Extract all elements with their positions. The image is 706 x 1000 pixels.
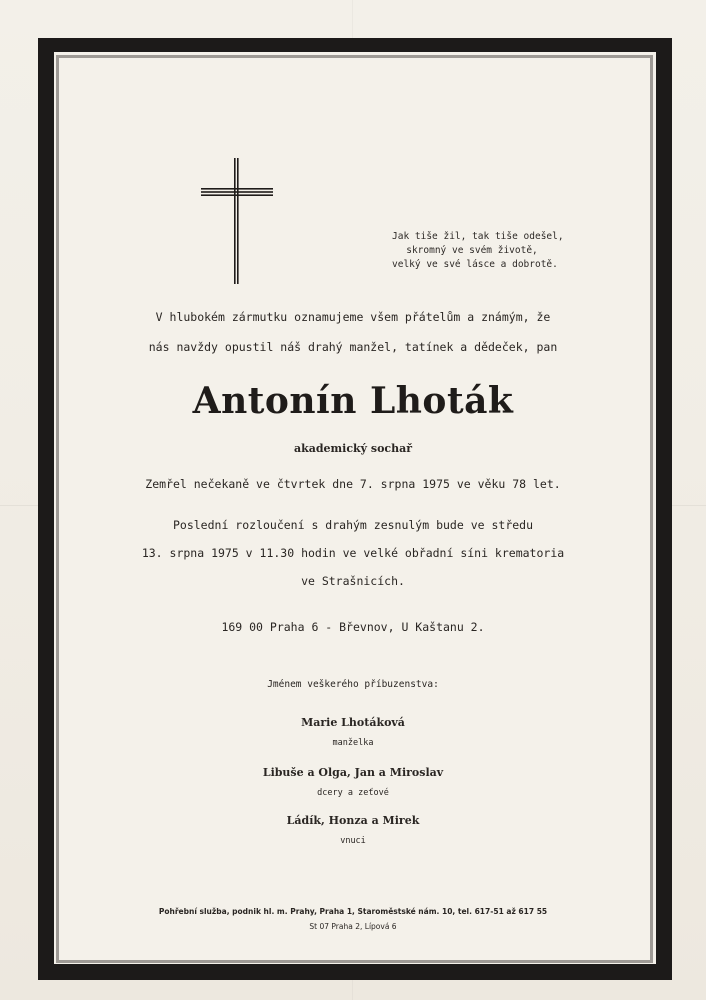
poem-line: skromný ve svém životě, bbox=[406, 245, 538, 256]
family-member-name: Marie Lhotáková bbox=[301, 716, 405, 729]
family-member-role: dcery a zeťové bbox=[317, 788, 389, 798]
family-address: 169 00 Praha 6 - Břevnov, U Kaštanu 2. bbox=[221, 620, 485, 634]
family-member-role: manželka bbox=[332, 738, 374, 748]
deceased-name: Antonín Lhoták bbox=[192, 380, 514, 422]
farewell-line-1: Poslední rozloučení s drahým zesnulým bude ve středu bbox=[172, 518, 534, 532]
family-member-role: vnuci bbox=[340, 836, 366, 846]
death-notice: Zemřel nečekaně ve čtvrtek dne 7. srpna 1975 ve věku 78 let. bbox=[145, 477, 561, 491]
poem-line: Jak tiše žil, tak tiše odešel, bbox=[392, 231, 564, 242]
epitaph-poem bbox=[392, 230, 564, 272]
cross-icon bbox=[201, 158, 273, 284]
funeral-service-footer: Pohřební služba, podnik hl. m. Prahy, Praha 1, Staroměstské nám. 10, tel. 617-51 až 617 55 bbox=[158, 907, 548, 916]
farewell-line-2: 13. srpna 1975 v 11.30 hodin ve velké obřadní síni krematoria bbox=[141, 546, 565, 560]
family-heading: Jménem veškerého příbuzenstva: bbox=[267, 679, 439, 690]
funeral-service-address: St 07 Praha 2, Lípová 6 bbox=[309, 922, 397, 931]
family-member-name: Libuše a Olga, Jan a Miroslav bbox=[262, 766, 444, 779]
intro-line-1: V hlubokém zármutku oznamujeme všem přátelům a známým, že bbox=[155, 310, 551, 324]
family-member-name: Ládík, Honza a Mirek bbox=[286, 814, 420, 827]
deceased-title: akademický sochař bbox=[293, 442, 413, 455]
poem-line: velký ve své lásce a dobrotě. bbox=[392, 259, 558, 270]
intro-line-2: nás navždy opustil náš drahý manžel, tatínek a dědeček, pan bbox=[148, 340, 558, 354]
farewell-line-3: ve Strašnicích. bbox=[301, 574, 405, 588]
